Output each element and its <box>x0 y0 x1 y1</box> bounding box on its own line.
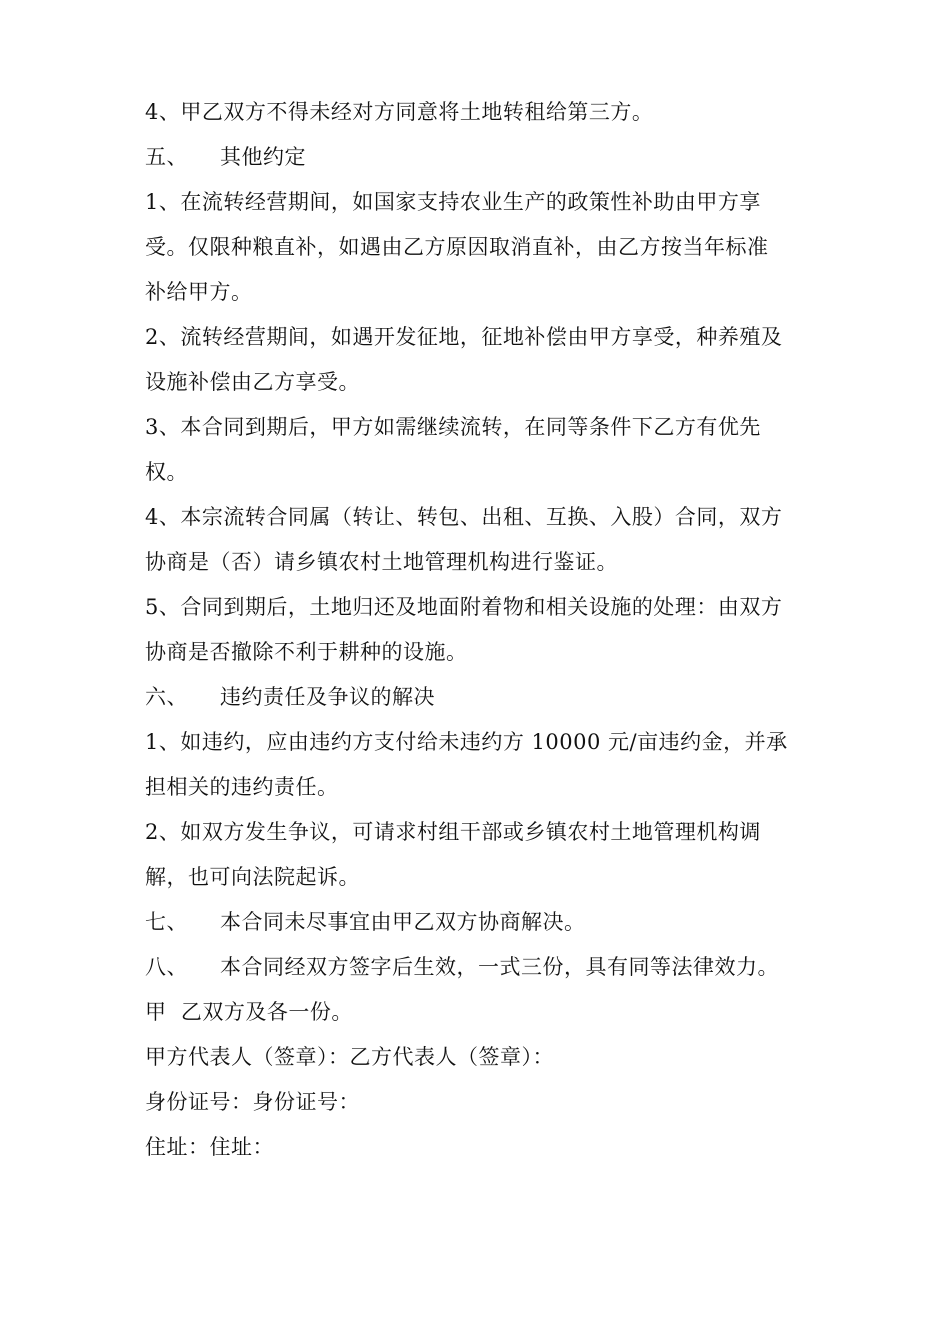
clause-line: 1、在流转经营期间，如国家支持农业生产的政策性补助由甲方享 <box>145 190 761 214</box>
clause-line: 补给甲方。 <box>145 280 253 304</box>
clause-line: 3、本合同到期后，甲方如需继续流转，在同等条件下乙方有优先 <box>145 415 761 439</box>
section-heading-8 <box>145 945 815 990</box>
section-heading-7 <box>145 900 815 945</box>
id-number-line: 身份证号：身份证号： <box>145 1090 360 1114</box>
clause-line: 受。仅限种粮直补，如遇由乙方原因取消直补，由乙方按当年标准 <box>145 235 769 259</box>
section-number: 五、 <box>145 145 188 169</box>
clause-line: 协商是否撤除不利于耕种的设施。 <box>145 640 468 664</box>
section-title: 本合同未尽事宜由甲乙双方协商解决。 <box>220 910 586 934</box>
clause-line: 4、甲乙双方不得未经对方同意将土地转租给第三方。 <box>145 100 654 124</box>
clause-line: 2、如双方发生争议，可请求村组干部或乡镇农村土地管理机构调 <box>145 820 761 844</box>
clause-line: 甲 乙双方及各一份。 <box>145 1000 353 1024</box>
clause-line: 权。 <box>145 460 188 484</box>
section-heading-5 <box>145 135 815 180</box>
section-heading-6 <box>145 675 815 720</box>
contract-text <box>145 90 815 1170</box>
clause-line: 协商是（否）请乡镇农村土地管理机构进行鉴证。 <box>145 550 618 574</box>
clause-line: 担相关的违约责任。 <box>145 775 339 799</box>
clause-line: 2、流转经营期间，如遇开发征地，征地补偿由甲方享受，种养殖及 <box>145 325 783 349</box>
section-title: 违约责任及争议的解决 <box>220 685 435 709</box>
clause-line: 设施补偿由乙方享受。 <box>145 370 360 394</box>
clause-line: 1、如违约，应由违约方支付给未违约方 10000 元/亩违约金，并承 <box>145 730 788 754</box>
address-line: 住址：住址： <box>145 1135 274 1159</box>
signature-line: 甲方代表人（签章）：乙方代表人（签章）： <box>145 1045 554 1069</box>
section-number: 六、 <box>145 685 188 709</box>
section-title: 其他约定 <box>220 145 306 169</box>
clause-line: 5、合同到期后，土地归还及地面附着物和相关设施的处理：由双方 <box>145 595 783 619</box>
section-number: 七、 <box>145 910 188 934</box>
section-title: 本合同经双方签字后生效，一式三份，具有同等法律效力。 <box>220 955 779 979</box>
clause-line: 4、本宗流转合同属（转让、转包、出租、互换、入股）合同，双方 <box>145 505 783 529</box>
section-number: 八、 <box>145 955 188 979</box>
clause-line: 解，也可向法院起诉。 <box>145 865 360 889</box>
